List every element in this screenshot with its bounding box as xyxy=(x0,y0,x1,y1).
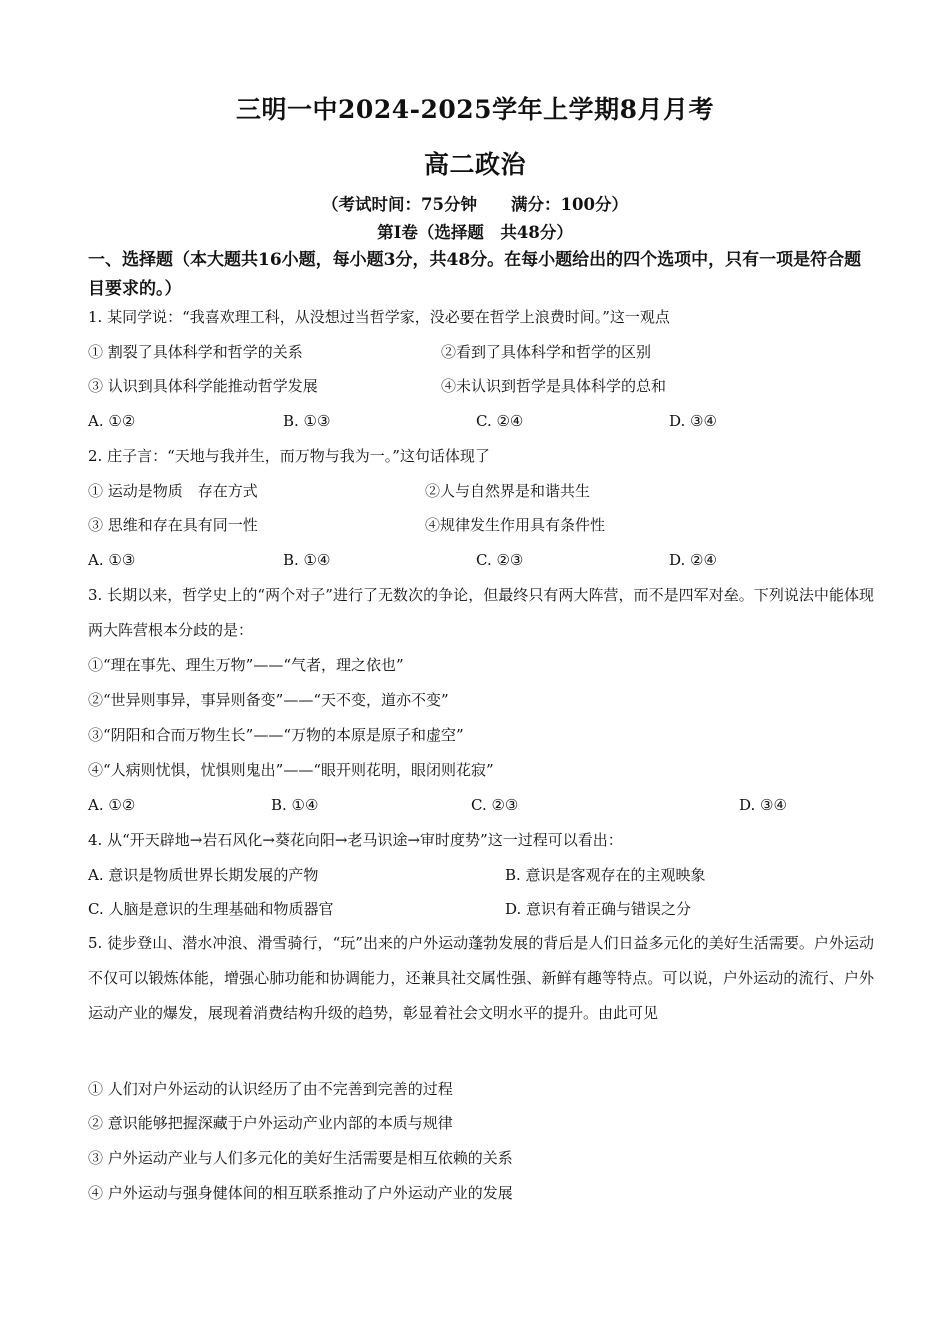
q3-option-b: B. ①④ xyxy=(271,796,319,814)
q1-statement-2: ②看到了具体科学和哲学的区别 xyxy=(441,343,652,361)
q3-option-a: A. ①② xyxy=(88,796,136,814)
section-heading: 一、选择题（本大题共16小题，每小题3分，共48分。在每小题给出的四个选项中，只有一项是符合题目要求的。） xyxy=(88,250,862,299)
q3-statement-2: ②“世异则事异，事异则备变”——“天不变，道亦不变” xyxy=(88,691,449,709)
q4-option-b: B. 意识是客观存在的主观映象 xyxy=(505,866,706,884)
q4-option-d: D. 意识有着正确与错误之分 xyxy=(505,900,692,918)
question-2-stem: 2. 庄子言：“天地与我并生，而万物与我为一。”这句话体现了 xyxy=(88,447,490,465)
exam-info xyxy=(0,191,950,215)
q1-statement-1: ① 割裂了具体科学和哲学的关系 xyxy=(88,343,303,361)
volume-title: 第Ⅰ卷（选择题 共48分） xyxy=(377,223,573,242)
q3-statement-3: ③“阴阳和合而万物生长”——“万物的本原是原子和虚空” xyxy=(88,726,464,744)
q5-statement-1: ① 人们对户外运动的认识经历了由不完善到完善的过程 xyxy=(88,1080,453,1098)
q5-statement-2: ② 意识能够把握深藏于户外运动产业内部的本质与规律 xyxy=(88,1114,453,1132)
q1-option-b: B. ①③ xyxy=(283,412,331,430)
q2-statement-4: ④规律发生作用具有条件性 xyxy=(425,516,606,534)
q2-statement-3: ③ 思维和存在具有同一性 xyxy=(88,516,258,534)
question-5-stem: 5. 徒步登山、潜水冲浪、滑雪骑行，“玩”出来的户外运动蓬勃发展的背后是人们日益多元化的美好生活需要。户外运动不仅可以锻炼体能，增强心肺功能和协调能力，还兼具社交属性强、新鲜有趣等特点。可以说，户外运动的流行、户外运动产业的爆发，展现着消费结构升级的趋势，彰显着社会文明水平的提升。由此可见 xyxy=(88,934,874,1022)
q5-statement-4: ④ 户外运动与强身健体间的相互联系推动了户外运动产业的发展 xyxy=(88,1184,513,1202)
q2-option-c: C. ②③ xyxy=(476,551,524,569)
q3-option-d: D. ③④ xyxy=(739,796,787,814)
q1-option-c: C. ②④ xyxy=(476,412,524,430)
q2-statement-2: ②人与自然界是和谐共生 xyxy=(425,482,591,500)
question-1-stem: 1. 某同学说：“我喜欢理工科，从没想过当哲学家，没必要在哲学上浪费时间。”这一观点 xyxy=(88,308,670,326)
q2-option-d: D. ②④ xyxy=(669,551,717,569)
q2-option-b: B. ①④ xyxy=(283,551,331,569)
q4-option-c: C. 人脑是意识的生理基础和物质器官 xyxy=(88,900,334,918)
exam-time: （考试时间：75分钟 xyxy=(322,195,477,214)
full-score: 满分：100分） xyxy=(511,195,628,214)
q1-statement-3: ③ 认识到具体科学能推动哲学发展 xyxy=(88,377,318,395)
question-4-stem: 4. 从“开天辟地→岩石风化→葵花向阳→老马识途→审时度势”这一过程可以看出： xyxy=(88,831,623,849)
q2-statement-1: ① 运动是物质 存在方式 xyxy=(88,482,258,500)
q1-option-d: D. ③④ xyxy=(669,412,717,430)
q5-statement-3: ③ 户外运动产业与人们多元化的美好生活需要是相互依赖的关系 xyxy=(88,1149,513,1167)
question-3-stem: 3. 长期以来，哲学史上的“两个对子”进行了无数次的争论，但最终只有两大阵营，而不是四军对垒。下列说法中能体现两大阵营根本分歧的是： xyxy=(88,586,874,639)
q1-option-a: A. ①② xyxy=(88,412,136,430)
q3-statement-4: ④“人病则忧惧，忧惧则鬼出”——“眼开则花明，眼闭则花寂” xyxy=(88,761,494,779)
q2-option-a: A. ①③ xyxy=(88,551,136,569)
q1-statement-4: ④未认识到哲学是具体科学的总和 xyxy=(441,377,667,395)
subject-title: 高二政治 xyxy=(423,150,526,179)
q3-statement-1: ①“理在事先、理生万物”——“气者，理之依也” xyxy=(88,656,404,674)
exam-title: 三明一中2024-2025学年上学期8月月考 xyxy=(236,95,714,124)
q4-option-a: A. 意识是物质世界长期发展的产物 xyxy=(88,866,319,884)
q3-option-c: C. ②③ xyxy=(471,796,519,814)
